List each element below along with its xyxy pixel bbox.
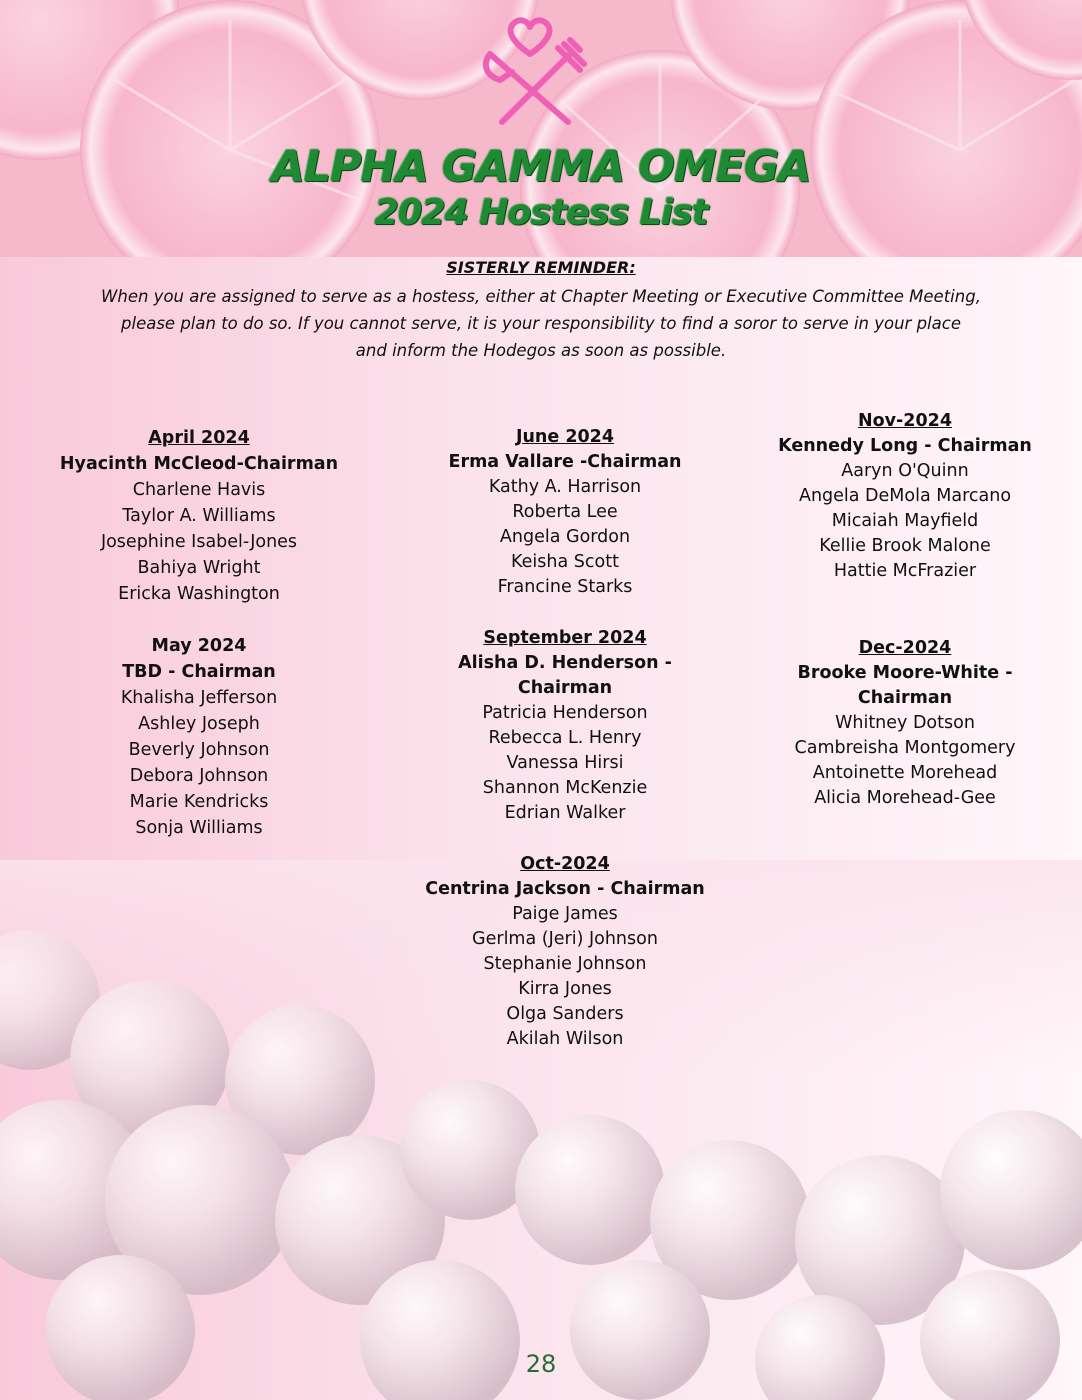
month-heading: September 2024 — [483, 628, 647, 648]
member-name: Debora Johnson — [129, 766, 269, 786]
group-november — [755, 409, 1055, 584]
member-name: Micaiah Mayfield — [831, 511, 979, 531]
member-name: Bahiya Wright — [137, 558, 261, 578]
header-banner — [0, 0, 1082, 257]
member-name: Vanessa Hirsi — [506, 753, 624, 773]
month-heading: Dec-2024 — [858, 638, 952, 658]
member-name: Gerlma (Jeri) Johnson — [472, 929, 658, 949]
member-name: Paige James — [512, 904, 618, 924]
month-heading: April 2024 — [148, 428, 250, 448]
member-name: Ericka Washington — [118, 584, 280, 604]
month-heading: June 2024 — [515, 427, 615, 447]
member-name: Hattie McFrazier — [833, 561, 977, 581]
chairman-name: Alisha D. Henderson - — [458, 653, 672, 673]
member-name: Aaryn O'Quinn — [841, 461, 969, 481]
reminder-line: please plan to do so. If you cannot serve, it is your responsibility to find a soror to serve in your place — [121, 314, 961, 333]
group-december — [755, 636, 1055, 811]
heart-fork-knife-icon — [472, 14, 598, 128]
chapter-title: ALPHA GAMMA OMEGA — [271, 142, 811, 192]
month-heading: Oct-2024 — [520, 854, 610, 874]
group-october — [405, 852, 725, 1052]
member-name: Kathy A. Harrison — [488, 477, 642, 497]
month-heading: Nov-2024 — [857, 411, 953, 431]
member-name: Alicia Morehead-Gee — [814, 788, 996, 808]
list-title: 2024 Hostess List — [374, 193, 708, 233]
member-name: Edrian Walker — [504, 803, 626, 823]
member-name: Antoinette Morehead — [812, 763, 998, 783]
member-name: Khalisha Jefferson — [120, 688, 278, 708]
member-name: Cambreisha Montgomery — [794, 738, 1016, 758]
member-name: Keisha Scott — [511, 552, 619, 572]
member-name: Stephanie Johnson — [483, 954, 647, 974]
group-june — [405, 425, 725, 600]
chairman-name: Centrina Jackson - Chairman — [425, 879, 705, 899]
chairman-name: Kennedy Long - Chairman — [778, 436, 1032, 456]
member-name: Angela Gordon — [499, 527, 631, 547]
group-may — [30, 633, 368, 841]
member-name: Roberta Lee — [512, 502, 618, 522]
member-name: Kirra Jones — [518, 979, 612, 999]
member-name: Ashley Joseph — [138, 714, 260, 734]
member-name: Akilah Wilson — [506, 1029, 624, 1049]
chairman-name: Brooke Moore-White - — [797, 663, 1013, 683]
member-name: Taylor A. Williams — [122, 506, 276, 526]
group-april — [30, 425, 368, 607]
member-name: Rebecca L. Henry — [488, 728, 642, 748]
member-name: Kellie Brook Malone — [819, 536, 991, 556]
chairman-name: Erma Vallare -Chairman — [448, 452, 682, 472]
reminder-heading: SISTERLY REMINDER: — [446, 258, 636, 277]
member-name: Marie Kendricks — [129, 792, 269, 812]
member-name: Patricia Henderson — [482, 703, 648, 723]
reminder-text — [80, 283, 1002, 364]
chairman-name: Chairman — [857, 688, 953, 708]
month-heading: May 2024 — [151, 636, 247, 656]
reminder-line: When you are assigned to serve as a hostess, either at Chapter Meeting or Executive Committee Meeting, — [101, 287, 981, 306]
group-september — [405, 626, 725, 826]
member-name: Francine Starks — [497, 577, 633, 597]
member-name: Shannon McKenzie — [482, 778, 648, 798]
member-name: Whitney Dotson — [835, 713, 975, 733]
page-number: 28 — [525, 1350, 557, 1378]
member-name: Olga Sanders — [506, 1004, 624, 1024]
member-name: Angela DeMola Marcano — [798, 486, 1012, 506]
chairman-name: Chairman — [517, 678, 613, 698]
member-name: Josephine Isabel-Jones — [100, 532, 298, 552]
member-name: Sonja Williams — [135, 818, 263, 838]
reminder-line: and inform the Hodegos as soon as possible. — [355, 341, 727, 360]
chairman-name: TBD - Chairman — [122, 662, 276, 682]
member-name: Charlene Havis — [132, 480, 266, 500]
member-name: Beverly Johnson — [128, 740, 270, 760]
chairman-name: Hyacinth McCleod-Chairman — [59, 454, 339, 474]
